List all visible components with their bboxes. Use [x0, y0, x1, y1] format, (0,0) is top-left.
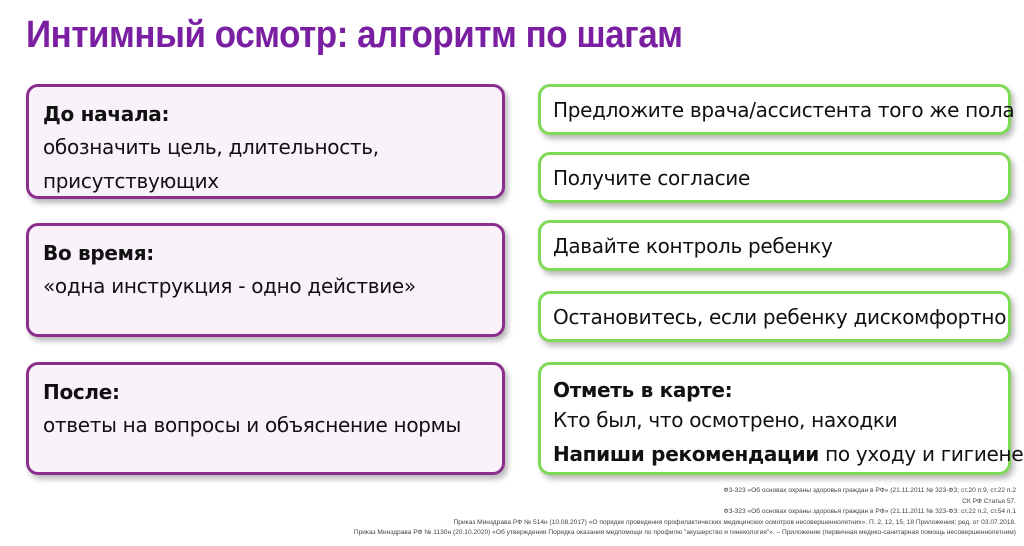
during-text: «одна инструкция - одно действие»: [43, 274, 416, 298]
before-card: [26, 84, 505, 199]
same-gender-card: [538, 84, 1015, 135]
during-heading: Во время:: [43, 241, 154, 265]
record-card: [538, 362, 1024, 475]
before-heading: До начала:: [43, 102, 170, 126]
footnote-3: ФЗ-323 «Об основах охраны здоровья граждан в РФ» (21.11.2011 № 323-ФЗ: ст.22 п.2, ст.54 п.1: [723, 508, 1016, 515]
record-line-2: [553, 437, 1024, 471]
footnote-4: Приказ Минздрава РФ № 514н (10.08.2017) «О порядке проведения профилактических медицинских осмотров несовершеннолетних». П. 2, 12, 15, 18 Приложения; ред. от 03.07.2018.: [453, 518, 1016, 526]
footnote-2: СК РФ Статья 57.: [962, 497, 1016, 505]
stop-text: Остановитесь, если ребенку дискомфортно: [553, 304, 1007, 329]
same-gender-text: Предложите врача/ассистента того же пола: [553, 97, 1015, 122]
record-line-2-bold: Напиши рекомендации: [553, 442, 820, 466]
stop-card: [538, 291, 1011, 342]
footnote-1: ФЗ-323 «Об основах охраны здоровья граждан в РФ» (21.11.2011 № 323-ФЗ; ст.20 п.9, ст.22 п.2: [723, 487, 1016, 494]
after-heading: После:: [43, 380, 120, 404]
record-line-1: Кто был, что осмотрено, находки: [553, 408, 898, 432]
control-card: [538, 220, 1011, 271]
consent-text: Получите согласие: [553, 165, 750, 190]
after-text: ответы на вопросы и объяснение нормы: [43, 413, 461, 437]
consent-card: [538, 152, 1011, 203]
footnote-5: Приказ Минздрава РФ № 1130н (20.10.2020) «Об утверждении Порядка оказания медпомощи по профилю "акушерство и гинекология"». – Приложение (первичная медико-санитарная помощь несовершеннолетним): [353, 529, 1016, 536]
page-title: Интимный осмотр: алгоритм по шагам: [26, 14, 683, 56]
during-card: [26, 223, 505, 337]
control-text: Давайте контроль ребенку: [553, 233, 833, 258]
before-text: обозначить цель, длительность, присутствующих: [43, 135, 379, 193]
footnotes: [256, 486, 1016, 539]
after-card: [26, 362, 505, 475]
record-heading: Отметь в карте:: [553, 378, 733, 402]
record-line-2-rest: по уходу и гигиене: [819, 442, 1024, 466]
